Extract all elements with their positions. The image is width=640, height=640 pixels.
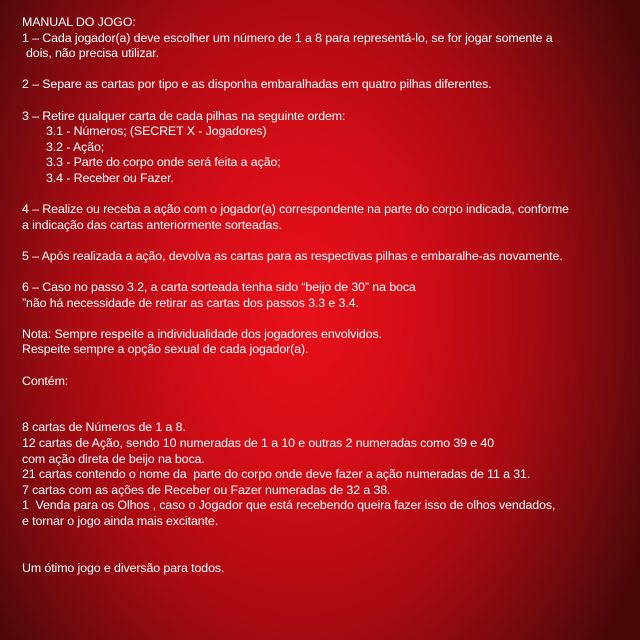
spacer (22, 358, 622, 374)
manual-title: MANUAL DO JOGO: (22, 15, 136, 29)
note-line-1: Nota: Sempre respeite a individualidade dos jogadores envolvidos. (22, 326, 382, 341)
spacer (22, 405, 622, 421)
contents-item: 12 cartas de Ação, sendo 10 numeradas de 1 a 10 e outras 2 numeradas como 39 e 40 (22, 436, 495, 451)
step-4-line-1: 4 – Realize ou receba a ação com o jogador(a) correspondente na parte do corpo indicada, conforme (22, 202, 569, 217)
contents-item: 7 cartas com as ações de Receber ou Fazer numeradas de 32 a 38. (22, 482, 391, 497)
step-3-4: 3.4 - Receber ou Fazer. (46, 170, 174, 185)
contents-item: 8 cartas de Números de 1 a 8. (22, 420, 186, 435)
step-1-line-2: dois, não precisa utilizar. (26, 46, 159, 61)
spacer (22, 530, 622, 546)
spacer (22, 545, 622, 561)
note-line-2: Respeite sempre a opção sexual de cada jogador(a). (22, 342, 309, 357)
spacer (22, 62, 622, 78)
spacer (22, 187, 622, 203)
closing-line: Um ótimo jogo e diversão para todos. (22, 560, 225, 575)
step-3-3: 3.3 - Parte do corpo onde será feita a ação; (46, 155, 281, 170)
contents-item: 21 cartas contendo o nome da parte do corpo onde deve fazer a ação numeradas de 11 a 31. (22, 467, 531, 482)
step-3-1: 3.1 - Números; (SECRET X - Jogadores) (46, 124, 267, 139)
step-5: 5 – Após realizada a ação, devolva as cartas para as respectivas pilhas e embaralhe-as novamente. (22, 248, 563, 263)
spacer (22, 93, 622, 109)
step-6-line-1: 6 – Caso no passo 3.2, a carta sorteada tenha sido “beijo de 30” na boca (22, 280, 416, 295)
step-2: 2 – Separe as cartas por tipo e as disponha embaralhadas em quatro pilhas diferentes. (22, 77, 492, 92)
spacer (22, 233, 622, 249)
step-3-2: 3.2 - Ação; (46, 139, 105, 154)
step-1-line-1: 1 – Cada jogador(a) deve escolher um número de 1 a 8 para representá-lo, se for jogar somente a (22, 30, 553, 45)
step-4-line-2: a indicação das cartas anteriormente sorteadas. (22, 217, 282, 232)
contents-item: com ação direta de beijo na boca. (22, 451, 205, 466)
game-manual (22, 15, 622, 576)
step-3: 3 – Retire qualquer carta de cada pilhas na seguinte ordem: (22, 108, 346, 123)
spacer (22, 389, 622, 405)
contents-title: Contém: (22, 373, 69, 388)
step-6-line-2: ”não há necessidade de retirar as cartas dos passos 3.3 e 3.4. (22, 295, 359, 310)
contents-item: 1 Venda para os Olhos , caso o Jogador que está recebendo queira fazer isso de olhos vendados, (22, 498, 556, 513)
spacer (22, 311, 622, 327)
contents-item: e tornar o jogo ainda mais excitante. (22, 514, 219, 528)
spacer (22, 265, 622, 281)
